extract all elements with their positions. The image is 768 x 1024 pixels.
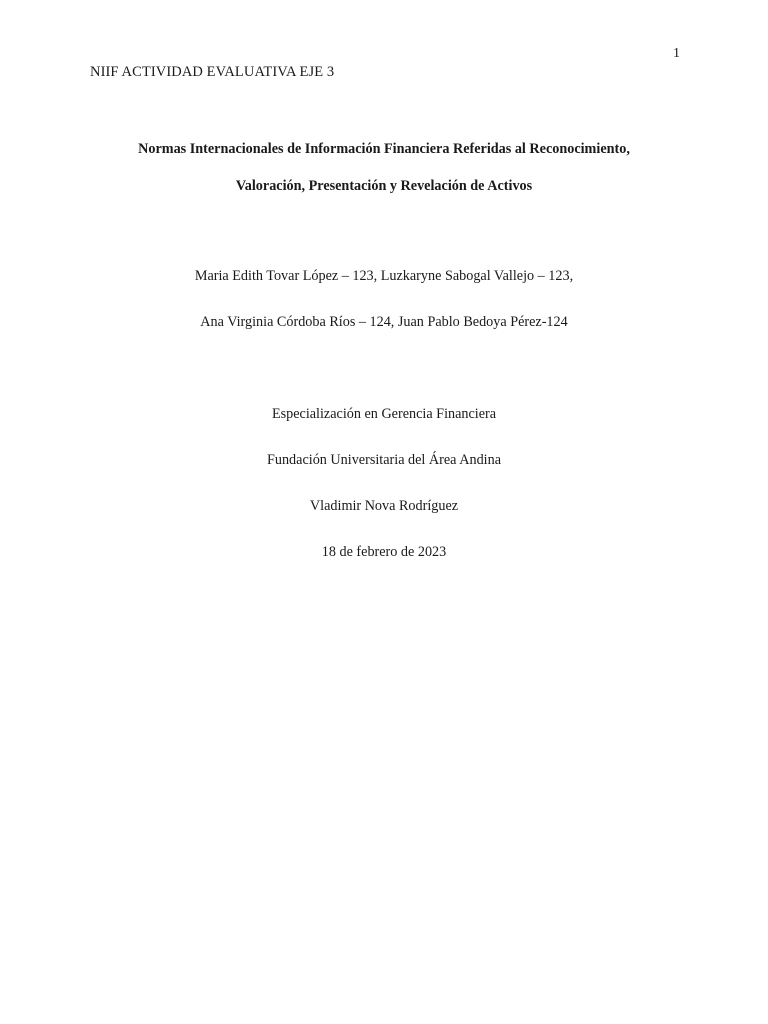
institution-name: Fundación Universitaria del Área Andina [266,452,502,468]
title-line-2: Valoración, Presentación y Revelación de Activos [235,178,533,194]
authors-line-2: Ana Virginia Córdoba Ríos – 124, Juan Pablo Bedoya Pérez-124 [200,314,568,330]
authors-block [0,266,768,358]
page-number: 1 [673,46,680,61]
affiliation-block [0,404,768,588]
running-head: NIIF ACTIVIDAD EVALUATIVA EJE 3 [90,64,335,80]
instructor-name: Vladimir Nova Rodríguez [309,498,459,514]
title-block [0,139,768,213]
authors-line-1: Maria Edith Tovar López – 123, Luzkaryne Sabogal Vallejo – 123, [194,268,574,284]
title-line-1: Normas Internacionales de Información Financiera Referidas al Reconocimiento, [138,141,630,157]
program-name: Especialización en Gerencia Financiera [271,406,497,422]
submission-date: 18 de febrero de 2023 [321,544,447,560]
